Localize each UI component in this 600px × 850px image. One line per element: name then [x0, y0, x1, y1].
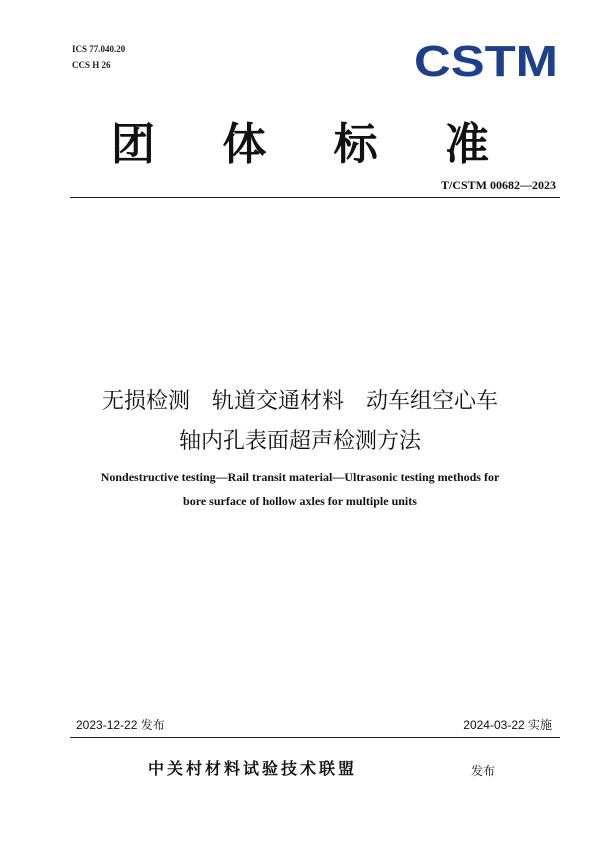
publish-date: 2023-12-22 发布 [76, 718, 165, 732]
ics-code: ICS 77.040.20 [72, 44, 126, 54]
publisher-name: 中关村材料试验技术联盟 [148, 759, 358, 778]
title-en-line2: bore surface of hollow axles for multiple units [183, 494, 417, 508]
title-cn-line1: 无损检测 轨道交通材料 动车组空心车 [101, 389, 498, 414]
cstm-logo [414, 40, 558, 80]
document-type-heading: 团 体 标 准 [111, 119, 515, 170]
bottom-divider [70, 737, 560, 738]
ccs-code: CCS H 26 [72, 60, 111, 70]
top-divider [70, 197, 560, 198]
title-cn-line2: 轴内孔表面超声检测方法 [178, 429, 421, 454]
title-en-line1: Nondestructive testing—Rail transit material—Ultrasonic testing methods for [100, 470, 500, 484]
publisher-action: 发布 [471, 764, 496, 778]
cstm-logo-text: CSTM [414, 40, 558, 80]
standard-number: T/CSTM 00682—2023 [440, 178, 556, 192]
implement-date: 2024-03-22 实施 [463, 718, 552, 732]
